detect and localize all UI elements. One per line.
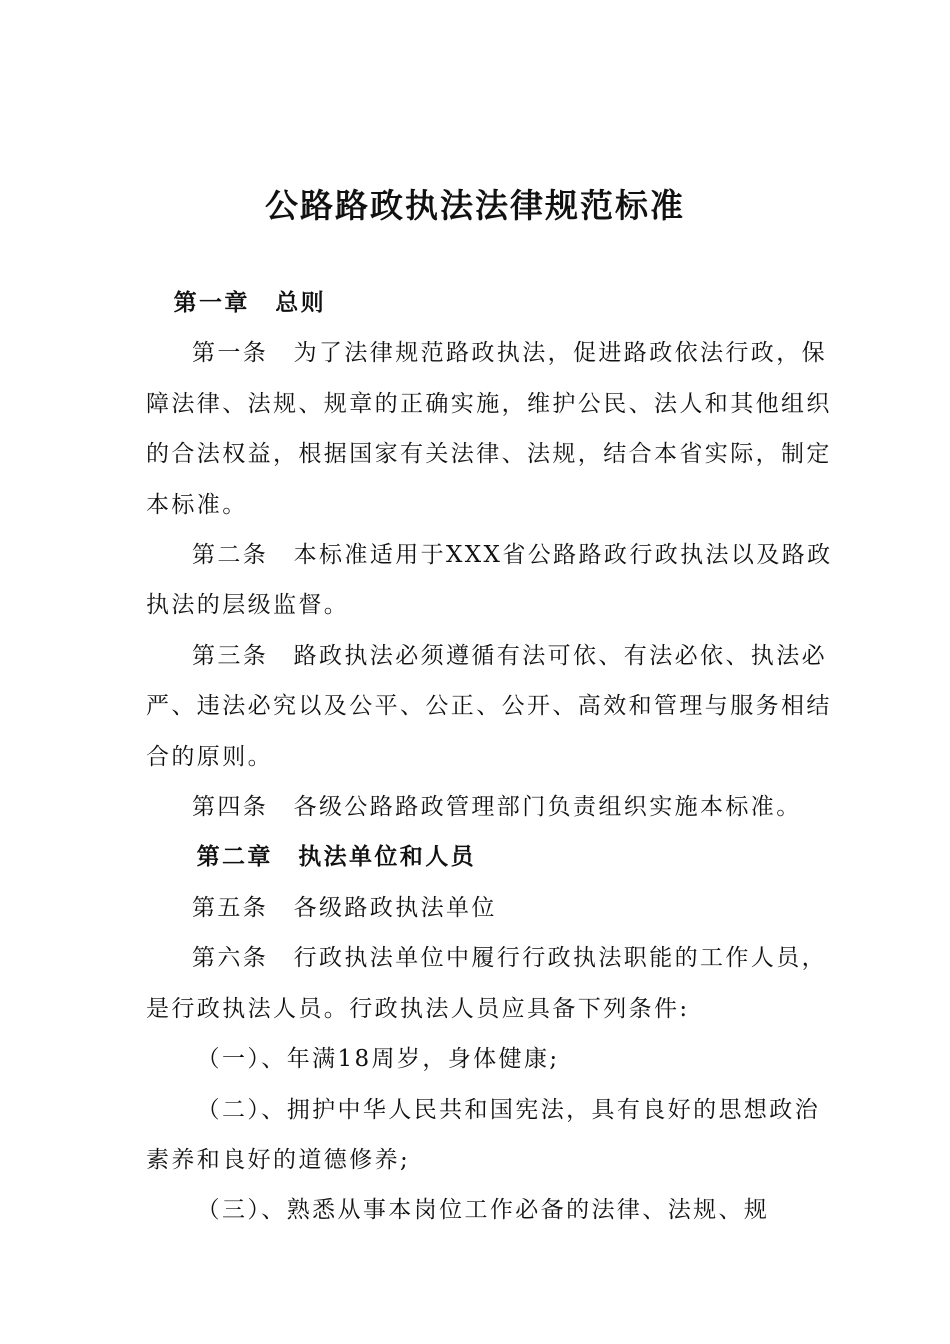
list-item: （二）、拥护中华人民共和国宪法，具有良好的思想政治素养和良好的道德修养; [146,1096,821,1173]
document-body [146,278,836,1236]
article-paragraph: 第六条 行政执法单位中履行行政执法职能的工作人员，是行政执法人员。行政执法人员应具备下列条件: [146,945,827,1022]
article-paragraph: 第二条 本标准适用于XXX省公路路政行政执法以及路政执法的层级监督。 [146,542,833,619]
article-paragraph: 第三条 路政执法必须遵循有法可依、有法必依、执法必严、违法必究以及公平、公正、公开、高效和管理与服务相结合的原则。 [146,642,832,770]
list-item: （三）、熟悉从事本岗位工作必备的法律、法规、规 [196,1197,770,1224]
chapter-heading: 第一章 总则 [173,289,326,316]
article-paragraph: 第一条 为了法律规范路政执法，促进路政依法行政，保障法律、法规、规章的正确实施，维护公民、法人和其他组织的合法权益，根据国家有关法律、法规，结合本省实际，制定本标准。 [146,340,832,518]
list-item: （一）、年满18周岁，身体健康; [196,1046,560,1073]
document-title: 公路路政执法法律规范标准 [265,186,685,225]
chapter-heading: 第二章 执法单位和人员 [196,843,476,871]
article-paragraph: 第五条 各级路政执法单位 [192,894,497,921]
article-paragraph: 第四条 各级公路路政管理部门负责组织实施本标准。 [192,794,802,821]
